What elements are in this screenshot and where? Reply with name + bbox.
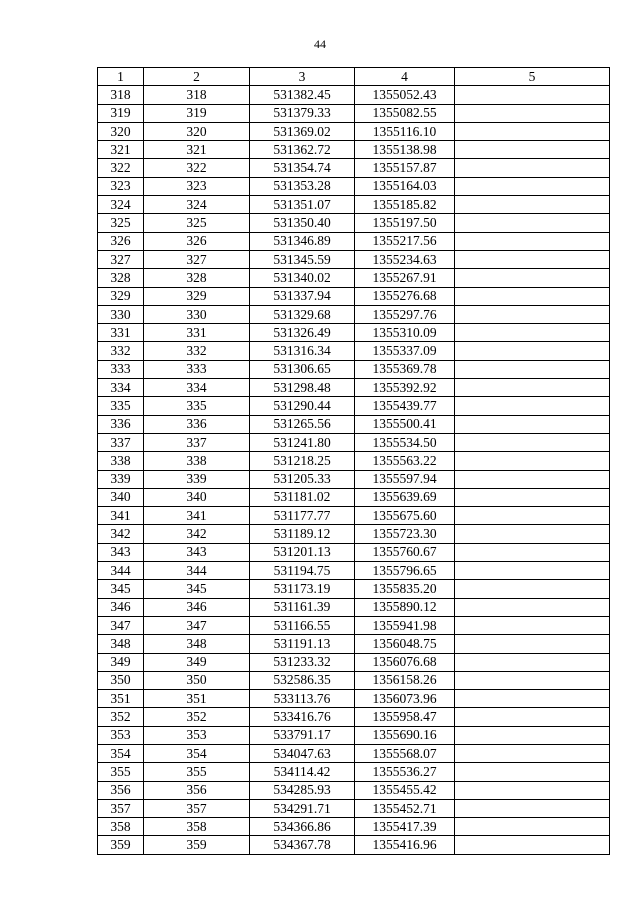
x-coordinate-cell: 531346.89 (250, 232, 355, 250)
point-number-cell: 330 (144, 305, 250, 323)
row-number-cell: 322 (98, 159, 144, 177)
note-cell (455, 177, 610, 195)
y-coordinate-cell: 1355164.03 (355, 177, 455, 195)
x-coordinate-cell: 531353.28 (250, 177, 355, 195)
table-row (98, 470, 610, 488)
point-number-cell: 331 (144, 324, 250, 342)
row-number-cell: 346 (98, 598, 144, 616)
row-number-cell: 329 (98, 287, 144, 305)
point-number-cell: 321 (144, 141, 250, 159)
x-coordinate-cell: 531177.77 (250, 507, 355, 525)
x-coordinate-cell: 531166.55 (250, 616, 355, 634)
note-cell (455, 744, 610, 762)
x-coordinate-cell: 531350.40 (250, 214, 355, 232)
y-coordinate-cell: 1355417.39 (355, 818, 455, 836)
table-row (98, 269, 610, 287)
row-number-cell: 344 (98, 562, 144, 580)
row-number-cell: 333 (98, 360, 144, 378)
table-row (98, 818, 610, 836)
point-number-cell: 336 (144, 415, 250, 433)
y-coordinate-cell: 1355392.92 (355, 379, 455, 397)
column-header-3: 3 (250, 68, 355, 86)
note-cell (455, 305, 610, 323)
note-cell (455, 159, 610, 177)
y-coordinate-cell: 1356048.75 (355, 635, 455, 653)
table-row (98, 415, 610, 433)
y-coordinate-cell: 1355416.96 (355, 836, 455, 854)
table-row (98, 250, 610, 268)
note-cell (455, 86, 610, 104)
table-row (98, 507, 610, 525)
y-coordinate-cell: 1355835.20 (355, 580, 455, 598)
x-coordinate-cell: 531326.49 (250, 324, 355, 342)
note-cell (455, 580, 610, 598)
point-number-cell: 351 (144, 690, 250, 708)
note-cell (455, 488, 610, 506)
note-cell (455, 726, 610, 744)
table-row (98, 324, 610, 342)
row-number-cell: 320 (98, 122, 144, 140)
y-coordinate-cell: 1355639.69 (355, 488, 455, 506)
row-number-cell: 359 (98, 836, 144, 854)
note-cell (455, 525, 610, 543)
note-cell (455, 635, 610, 653)
y-coordinate-cell: 1355941.98 (355, 616, 455, 634)
x-coordinate-cell: 531161.39 (250, 598, 355, 616)
note-cell (455, 141, 610, 159)
y-coordinate-cell: 1355439.77 (355, 397, 455, 415)
y-coordinate-cell: 1355185.82 (355, 196, 455, 214)
table-row (98, 159, 610, 177)
point-number-cell: 338 (144, 452, 250, 470)
point-number-cell: 334 (144, 379, 250, 397)
point-number-cell: 318 (144, 86, 250, 104)
point-number-cell: 354 (144, 744, 250, 762)
row-number-cell: 326 (98, 232, 144, 250)
table-row (98, 214, 610, 232)
row-number-cell: 351 (98, 690, 144, 708)
point-number-cell: 348 (144, 635, 250, 653)
x-coordinate-cell: 534367.78 (250, 836, 355, 854)
table-row (98, 635, 610, 653)
point-number-cell: 359 (144, 836, 250, 854)
table-row (98, 232, 610, 250)
table-row (98, 287, 610, 305)
table-row (98, 433, 610, 451)
note-cell (455, 415, 610, 433)
row-number-cell: 332 (98, 342, 144, 360)
y-coordinate-cell: 1355500.41 (355, 415, 455, 433)
note-cell (455, 818, 610, 836)
table-row (98, 562, 610, 580)
y-coordinate-cell: 1355310.09 (355, 324, 455, 342)
table-row (98, 543, 610, 561)
table-row (98, 488, 610, 506)
row-number-cell: 319 (98, 104, 144, 122)
row-number-cell: 334 (98, 379, 144, 397)
note-cell (455, 250, 610, 268)
note-cell (455, 836, 610, 854)
row-number-cell: 347 (98, 616, 144, 634)
point-number-cell: 355 (144, 763, 250, 781)
x-coordinate-cell: 531290.44 (250, 397, 355, 415)
row-number-cell: 350 (98, 671, 144, 689)
y-coordinate-cell: 1356158.26 (355, 671, 455, 689)
table-row (98, 671, 610, 689)
point-number-cell: 328 (144, 269, 250, 287)
point-number-cell: 320 (144, 122, 250, 140)
y-coordinate-cell: 1355675.60 (355, 507, 455, 525)
table-row (98, 86, 610, 104)
x-coordinate-cell: 531345.59 (250, 250, 355, 268)
table-row (98, 141, 610, 159)
table-row (98, 379, 610, 397)
y-coordinate-cell: 1355337.09 (355, 342, 455, 360)
table-row (98, 525, 610, 543)
point-number-cell: 329 (144, 287, 250, 305)
table-row (98, 305, 610, 323)
note-cell (455, 214, 610, 232)
note-cell (455, 690, 610, 708)
column-header-1: 1 (98, 68, 144, 86)
coordinates-table (97, 67, 610, 855)
x-coordinate-cell: 531201.13 (250, 543, 355, 561)
row-number-cell: 327 (98, 250, 144, 268)
point-number-cell: 325 (144, 214, 250, 232)
y-coordinate-cell: 1356076.68 (355, 653, 455, 671)
x-coordinate-cell: 531241.80 (250, 433, 355, 451)
x-coordinate-cell: 531205.33 (250, 470, 355, 488)
row-number-cell: 357 (98, 799, 144, 817)
y-coordinate-cell: 1355116.10 (355, 122, 455, 140)
row-number-cell: 338 (98, 452, 144, 470)
table-row (98, 763, 610, 781)
y-coordinate-cell: 1355157.87 (355, 159, 455, 177)
table-row (98, 836, 610, 854)
y-coordinate-cell: 1355455.42 (355, 781, 455, 799)
y-coordinate-cell: 1355452.71 (355, 799, 455, 817)
x-coordinate-cell: 534366.86 (250, 818, 355, 836)
note-cell (455, 342, 610, 360)
table-header-row (98, 68, 610, 86)
note-cell (455, 562, 610, 580)
note-cell (455, 543, 610, 561)
table-row (98, 360, 610, 378)
y-coordinate-cell: 1355890.12 (355, 598, 455, 616)
column-header-4: 4 (355, 68, 455, 86)
table-row (98, 177, 610, 195)
x-coordinate-cell: 531265.56 (250, 415, 355, 433)
y-coordinate-cell: 1356073.96 (355, 690, 455, 708)
y-coordinate-cell: 1355138.98 (355, 141, 455, 159)
note-cell (455, 507, 610, 525)
note-cell (455, 122, 610, 140)
y-coordinate-cell: 1355369.78 (355, 360, 455, 378)
row-number-cell: 343 (98, 543, 144, 561)
point-number-cell: 347 (144, 616, 250, 634)
point-number-cell: 339 (144, 470, 250, 488)
row-number-cell: 342 (98, 525, 144, 543)
row-number-cell: 353 (98, 726, 144, 744)
x-coordinate-cell: 533113.76 (250, 690, 355, 708)
column-header-5: 5 (455, 68, 610, 86)
column-header-2: 2 (144, 68, 250, 86)
x-coordinate-cell: 531340.02 (250, 269, 355, 287)
point-number-cell: 353 (144, 726, 250, 744)
table-row (98, 122, 610, 140)
x-coordinate-cell: 533791.17 (250, 726, 355, 744)
y-coordinate-cell: 1355563.22 (355, 452, 455, 470)
row-number-cell: 331 (98, 324, 144, 342)
page-number: 44 (314, 37, 326, 51)
y-coordinate-cell: 1355536.27 (355, 763, 455, 781)
y-coordinate-cell: 1355534.50 (355, 433, 455, 451)
row-number-cell: 341 (98, 507, 144, 525)
note-cell (455, 196, 610, 214)
table-row (98, 690, 610, 708)
table-row (98, 653, 610, 671)
x-coordinate-cell: 531354.74 (250, 159, 355, 177)
row-number-cell: 349 (98, 653, 144, 671)
point-number-cell: 345 (144, 580, 250, 598)
point-number-cell: 340 (144, 488, 250, 506)
table-row (98, 598, 610, 616)
row-number-cell: 356 (98, 781, 144, 799)
point-number-cell: 326 (144, 232, 250, 250)
y-coordinate-cell: 1355297.76 (355, 305, 455, 323)
row-number-cell: 323 (98, 177, 144, 195)
row-number-cell: 352 (98, 708, 144, 726)
x-coordinate-cell: 531379.33 (250, 104, 355, 122)
note-cell (455, 360, 610, 378)
table-row (98, 104, 610, 122)
y-coordinate-cell: 1355760.67 (355, 543, 455, 561)
y-coordinate-cell: 1355568.07 (355, 744, 455, 762)
x-coordinate-cell: 531382.45 (250, 86, 355, 104)
point-number-cell: 358 (144, 818, 250, 836)
point-number-cell: 356 (144, 781, 250, 799)
x-coordinate-cell: 531306.65 (250, 360, 355, 378)
point-number-cell: 322 (144, 159, 250, 177)
note-cell (455, 232, 610, 250)
x-coordinate-cell: 534291.71 (250, 799, 355, 817)
row-number-cell: 321 (98, 141, 144, 159)
note-cell (455, 598, 610, 616)
table-row (98, 452, 610, 470)
x-coordinate-cell: 534285.93 (250, 781, 355, 799)
row-number-cell: 337 (98, 433, 144, 451)
row-number-cell: 345 (98, 580, 144, 598)
y-coordinate-cell: 1355052.43 (355, 86, 455, 104)
note-cell (455, 616, 610, 634)
note-cell (455, 763, 610, 781)
x-coordinate-cell: 531233.32 (250, 653, 355, 671)
table-row (98, 799, 610, 817)
row-number-cell: 330 (98, 305, 144, 323)
point-number-cell: 357 (144, 799, 250, 817)
note-cell (455, 379, 610, 397)
x-coordinate-cell: 533416.76 (250, 708, 355, 726)
note-cell (455, 397, 610, 415)
row-number-cell: 354 (98, 744, 144, 762)
y-coordinate-cell: 1355217.56 (355, 232, 455, 250)
x-coordinate-cell: 534114.42 (250, 763, 355, 781)
table-body (98, 86, 610, 854)
table-row (98, 726, 610, 744)
note-cell (455, 104, 610, 122)
y-coordinate-cell: 1355267.91 (355, 269, 455, 287)
note-cell (455, 287, 610, 305)
note-cell (455, 671, 610, 689)
row-number-cell: 340 (98, 488, 144, 506)
row-number-cell: 336 (98, 415, 144, 433)
table-row (98, 708, 610, 726)
row-number-cell: 325 (98, 214, 144, 232)
x-coordinate-cell: 531218.25 (250, 452, 355, 470)
point-number-cell: 335 (144, 397, 250, 415)
point-number-cell: 332 (144, 342, 250, 360)
note-cell (455, 653, 610, 671)
table-row (98, 580, 610, 598)
y-coordinate-cell: 1355796.65 (355, 562, 455, 580)
point-number-cell: 327 (144, 250, 250, 268)
x-coordinate-cell: 531337.94 (250, 287, 355, 305)
x-coordinate-cell: 532586.35 (250, 671, 355, 689)
x-coordinate-cell: 534047.63 (250, 744, 355, 762)
x-coordinate-cell: 531316.34 (250, 342, 355, 360)
y-coordinate-cell: 1355690.16 (355, 726, 455, 744)
table-row (98, 196, 610, 214)
x-coordinate-cell: 531369.02 (250, 122, 355, 140)
y-coordinate-cell: 1355723.30 (355, 525, 455, 543)
row-number-cell: 348 (98, 635, 144, 653)
table-row (98, 342, 610, 360)
point-number-cell: 342 (144, 525, 250, 543)
x-coordinate-cell: 531351.07 (250, 196, 355, 214)
table-row (98, 397, 610, 415)
point-number-cell: 349 (144, 653, 250, 671)
note-cell (455, 324, 610, 342)
row-number-cell: 358 (98, 818, 144, 836)
x-coordinate-cell: 531191.13 (250, 635, 355, 653)
y-coordinate-cell: 1355082.55 (355, 104, 455, 122)
point-number-cell: 337 (144, 433, 250, 451)
x-coordinate-cell: 531298.48 (250, 379, 355, 397)
y-coordinate-cell: 1355276.68 (355, 287, 455, 305)
x-coordinate-cell: 531362.72 (250, 141, 355, 159)
point-number-cell: 344 (144, 562, 250, 580)
x-coordinate-cell: 531329.68 (250, 305, 355, 323)
x-coordinate-cell: 531173.19 (250, 580, 355, 598)
row-number-cell: 355 (98, 763, 144, 781)
point-number-cell: 350 (144, 671, 250, 689)
point-number-cell: 341 (144, 507, 250, 525)
table-row (98, 744, 610, 762)
note-cell (455, 452, 610, 470)
point-number-cell: 333 (144, 360, 250, 378)
row-number-cell: 339 (98, 470, 144, 488)
x-coordinate-cell: 531189.12 (250, 525, 355, 543)
note-cell (455, 470, 610, 488)
table-row (98, 616, 610, 634)
row-number-cell: 328 (98, 269, 144, 287)
point-number-cell: 352 (144, 708, 250, 726)
x-coordinate-cell: 531181.02 (250, 488, 355, 506)
x-coordinate-cell: 531194.75 (250, 562, 355, 580)
y-coordinate-cell: 1355958.47 (355, 708, 455, 726)
note-cell (455, 708, 610, 726)
row-number-cell: 318 (98, 86, 144, 104)
note-cell (455, 433, 610, 451)
note-cell (455, 269, 610, 287)
y-coordinate-cell: 1355597.94 (355, 470, 455, 488)
row-number-cell: 335 (98, 397, 144, 415)
row-number-cell: 324 (98, 196, 144, 214)
note-cell (455, 781, 610, 799)
y-coordinate-cell: 1355234.63 (355, 250, 455, 268)
point-number-cell: 343 (144, 543, 250, 561)
table-row (98, 781, 610, 799)
point-number-cell: 346 (144, 598, 250, 616)
point-number-cell: 323 (144, 177, 250, 195)
point-number-cell: 324 (144, 196, 250, 214)
y-coordinate-cell: 1355197.50 (355, 214, 455, 232)
note-cell (455, 799, 610, 817)
point-number-cell: 319 (144, 104, 250, 122)
